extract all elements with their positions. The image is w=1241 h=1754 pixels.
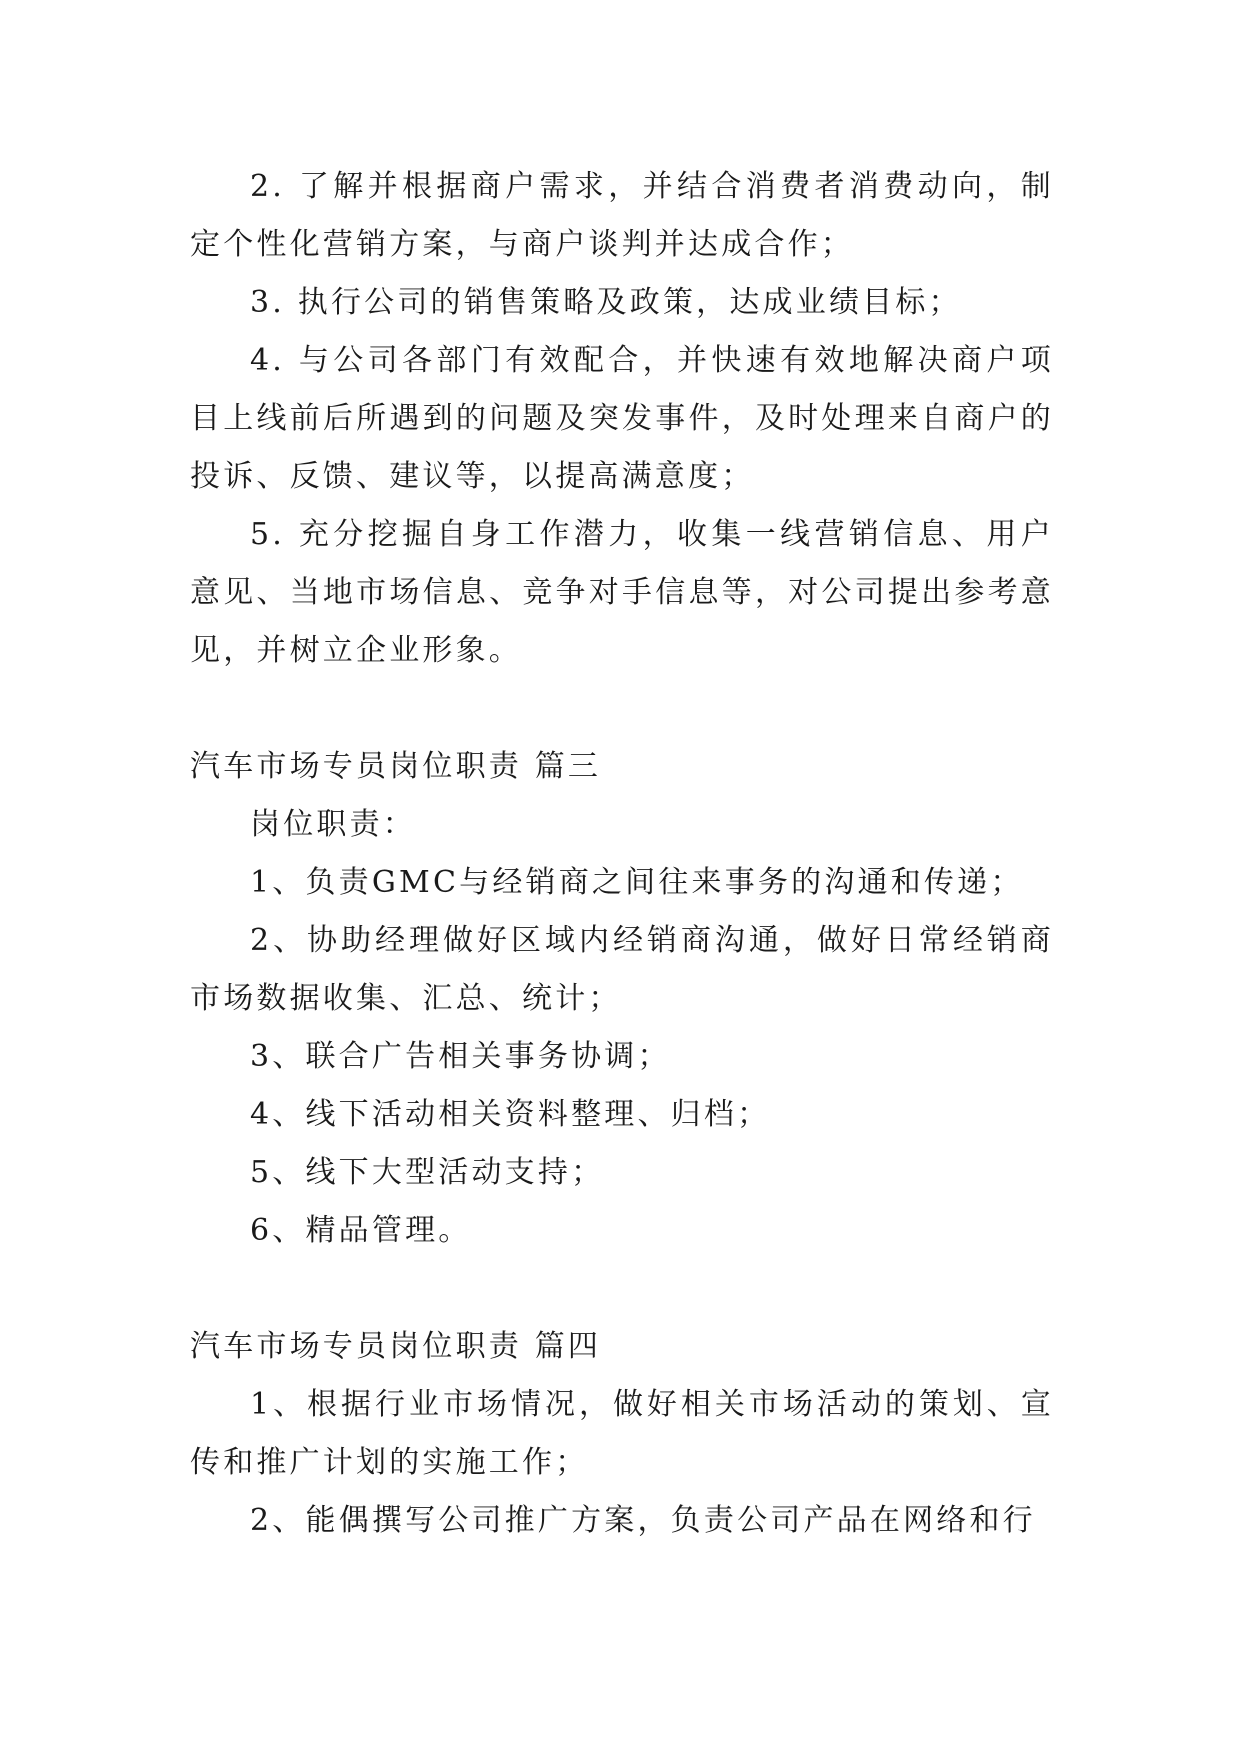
section-spacer xyxy=(190,680,1054,738)
section-three-item-4: 4、线下活动相关资料整理、归档； xyxy=(250,1097,771,1132)
section-three-title: 汽车市场专员岗位职责 篇三 xyxy=(190,749,602,784)
section-four-title: 汽车市场专员岗位职责 篇四 xyxy=(190,1329,602,1364)
section-spacer xyxy=(190,1260,1054,1318)
section-three-subtitle: 岗位职责： xyxy=(250,807,416,842)
paragraph-item-2: 2. 了解并根据商户需求，并结合消费者消费动向，制定个性化营销方案，与商户谈判并达成合作； xyxy=(190,169,1054,262)
section-three-item-1: 1、负责GMC与经销商之间往来事务的沟通和传递； xyxy=(250,865,1024,900)
section-four-item-2: 2、能偶撰写公司推广方案，负责公司产品在网络和行 xyxy=(250,1503,1036,1538)
paragraph-item-5: 5. 充分挖掘自身工作潜力，收集一线营销信息、用户意见、当地市场信息、竞争对手信息等，对公司提出参考意见，并树立企业形象。 xyxy=(190,517,1054,668)
section-three-item-2: 2、协助经理做好区域内经销商沟通，做好日常经销商市场数据收集、汇总、统计； xyxy=(190,923,1054,1016)
section-three-item-3: 3、联合广告相关事务协调； xyxy=(250,1039,671,1074)
document-body xyxy=(190,158,1054,1550)
paragraph-item-4: 4. 与公司各部门有效配合，并快速有效地解决商户项目上线前后所遇到的问题及突发事件，及时处理来自商户的投诉、反馈、建议等，以提高满意度； xyxy=(190,343,1054,494)
section-four-item-1: 1、根据行业市场情况，做好相关市场活动的策划、宣传和推广计划的实施工作； xyxy=(190,1387,1054,1480)
section-three-item-6: 6、精品管理。 xyxy=(250,1213,472,1248)
section-three-item-5: 5、线下大型活动支持； xyxy=(250,1155,605,1190)
paragraph-item-3: 3. 执行公司的销售策略及政策，达成业绩目标； xyxy=(250,285,962,320)
